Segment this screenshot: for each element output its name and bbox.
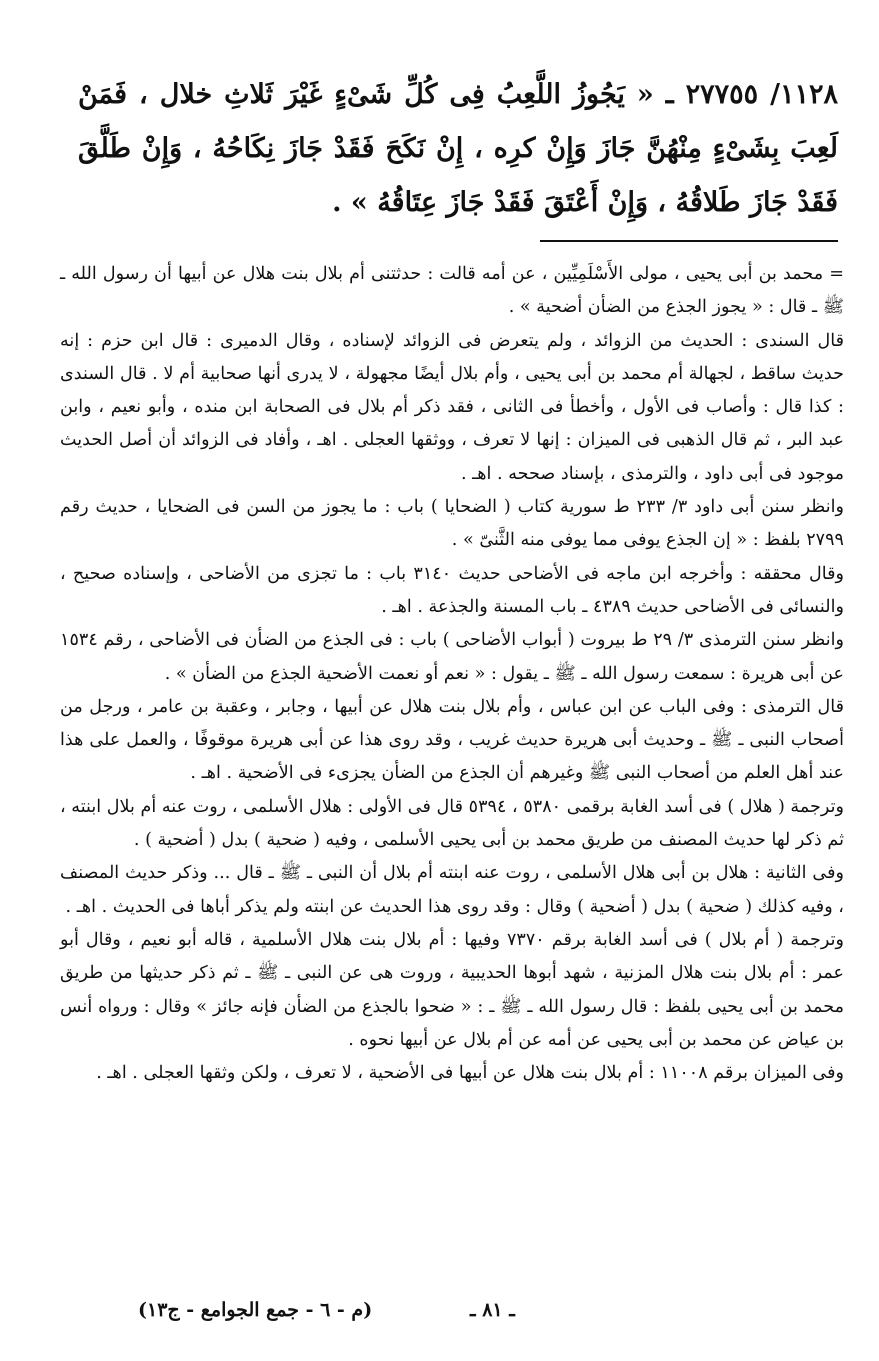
footnote-paragraph: وفى الميزان برقم ١١٠٠٨ : أم بلال بنت هلال عن أبيها فى الأضحية ، لا تعرف ، ولكن وثقها العجلى . اهـ . <box>96 1063 844 1084</box>
footnote-paragraph: وانظر سنن الترمذى ٣/ ٢٩ ط بيروت ( أبواب الأضاحى ) باب : فى الجذع من الضأن فى الأضاحى ، رقم ١٥٣٤ عن أبى هريرة : سمعت رسول الله ـ ﷺ ـ يقول : « نعم أو نعمت الأضحية الجذع من الضأن » . <box>60 630 845 684</box>
footnote-paragraph: = محمد بن أبى يحيى ، مولى الأَسْلَمِيِّين ، عن أمه قالت : حدثتنى أم بلال بنت هلال عن أبيها أن رسول الله ـ ﷺ ـ قال : « يجوز الجذع من الضأن أضحية » . <box>60 264 844 318</box>
footnote-paragraph: وقال محققه : وأخرجه ابن ماجه فى الأضاحى حديث ٣١٤٠ باب : ما تجزى من الأضاحى ، وإسناده صحيح ، والنسائى فى الأضاحى حديث ٤٣٨٩ ـ باب المسنة والجذعة . اهـ . <box>60 563 844 617</box>
footnote-paragraph: وفى الثانية : هلال بن أبى هلال الأسلمى ، روت عنه ابنته أم بلال أن النبى ـ ﷺ ـ قال ... وذكر حديث المصنف ، وفيه كذلك ( ضحية ) بدل ( أضحية ) وقال : وقد روى هذا الحديث عن ابنته ولم يذكر أباها فى الحديث . اهـ . <box>60 863 844 917</box>
footnote-paragraph: وانظر سنن أبى داود ٣/ ٢٣٣ ط سورية كتاب ( الضحايا ) باب : ما يجوز من السن فى الضحايا ، حديث رقم ٢٧٩٩ بلفظ : « إن الجذع يوفى مما يوفى منه الثَّنىّ » . <box>60 497 844 551</box>
page-footer <box>60 1295 840 1325</box>
footnote-separator-line <box>540 240 838 242</box>
page-number: ـ ٨١ ـ <box>470 1299 515 1321</box>
footnote-paragraph: وترجمة ( هلال ) فى أسد الغابة برقمى ٥٣٨٠ ، ٥٣٩٤ قال فى الأولى : هلال الأسلمى ، روت عنه أم بلال ابنته ، ثم ذكر لها حديث المصنف من طريق محمد بن أبى يحيى الأسلمى ، وفيه ( ضحية ) بدل ( أضحية ) . <box>60 796 845 851</box>
main-hadith-text: ١١٢٨/ ٢٧٧٥٥ ـ « يَجُوزُ اللَّعِبُ فِى كُلِّ شَىْءٍ غَيْرَ ثَلاثِ خلال ، فَمَنْ لَعِبَ بِشَىْءٍ مِنْهُنَّ جَازَ وَإِنْ كرِه ، إِنْ نَكَحَ فَقَدْ جَازَ نِكَاحُهُ ، وَإِنْ طَلَّقَ فَقَدْ جَازَ طَلاقُهُ ، وَإِنْ أَعْتَقَ فَقَدْ جَازَ عِتَاقُهُ » . <box>78 79 838 218</box>
footnote-paragraph: وترجمة ( أم بلال ) فى أسد الغابة برقم ٧٣٧٠ وفيها : أم بلال بنت هلال الأسلمية ، قاله أبو نعيم ، وقال أبو عمر : أم بلال بنت هلال المزنية ، شهد أبوها الحديبية ، وروت هى عن النبى ـ ﷺ ـ ثم ذكر حديثها من طريق محمد بن أبى يحيى بلفظ : قال رسول الله ـ ﷺ ـ : « ضحوا بالجذع من الضأن فإنه جائز » وقال : ورواه أنس بن عياض عن محمد بن أبى يحيى عن أمه عن أم بلال عن أبيها نحوه . <box>60 929 844 1050</box>
footnotes <box>60 258 844 1090</box>
volume-signature: (م - ٦ - جمع الجوامع - ج١٣) <box>138 1299 373 1321</box>
footnote-paragraph: قال السندى : الحديث من الزوائد ، ولم يتعرض فى الزوائد لإسناده ، وقال الدميرى : قال ابن حزم : إنه حديث ساقط ، لجهالة أم محمد بن أبى يحيى ، وأم بلال أيضًا مجهولة ، لا يدرى أنها صحابية أم لا . قال السندى : كذا قال : وأصاب فى الأول ، وأخطأ فى الثانى ، فقد ذكر أم بلال فى الصحابة ابن منده ، وأبو نعيم ، وابن عبد البر ، ثم قال الذهبى فى الميزان : إنها لا تعرف ، ووثقها العجلى . اهـ ، وأفاد فى الزوائد أن أصل الحديث موجود فى أبى داود ، والترمذى ، بإسناد صححه . اهـ . <box>60 330 844 484</box>
footnote-paragraph: قال الترمذى : وفى الباب عن ابن عباس ، وأم بلال بنت هلال عن أبيها ، وجابر ، وعقبة بن عامر ، ورجل من أصحاب النبى ـ ﷺ ـ وحديث أبى هريرة حديث غريب ، وقد روى هذا عن أبى هريرة موقوفًا ، والعمل على هذا عند أهل العلم من أصحاب النبى ﷺ وغيرهم أن الجذع من الضأن يجزىء فى الأضحية . اهـ . <box>60 696 844 784</box>
